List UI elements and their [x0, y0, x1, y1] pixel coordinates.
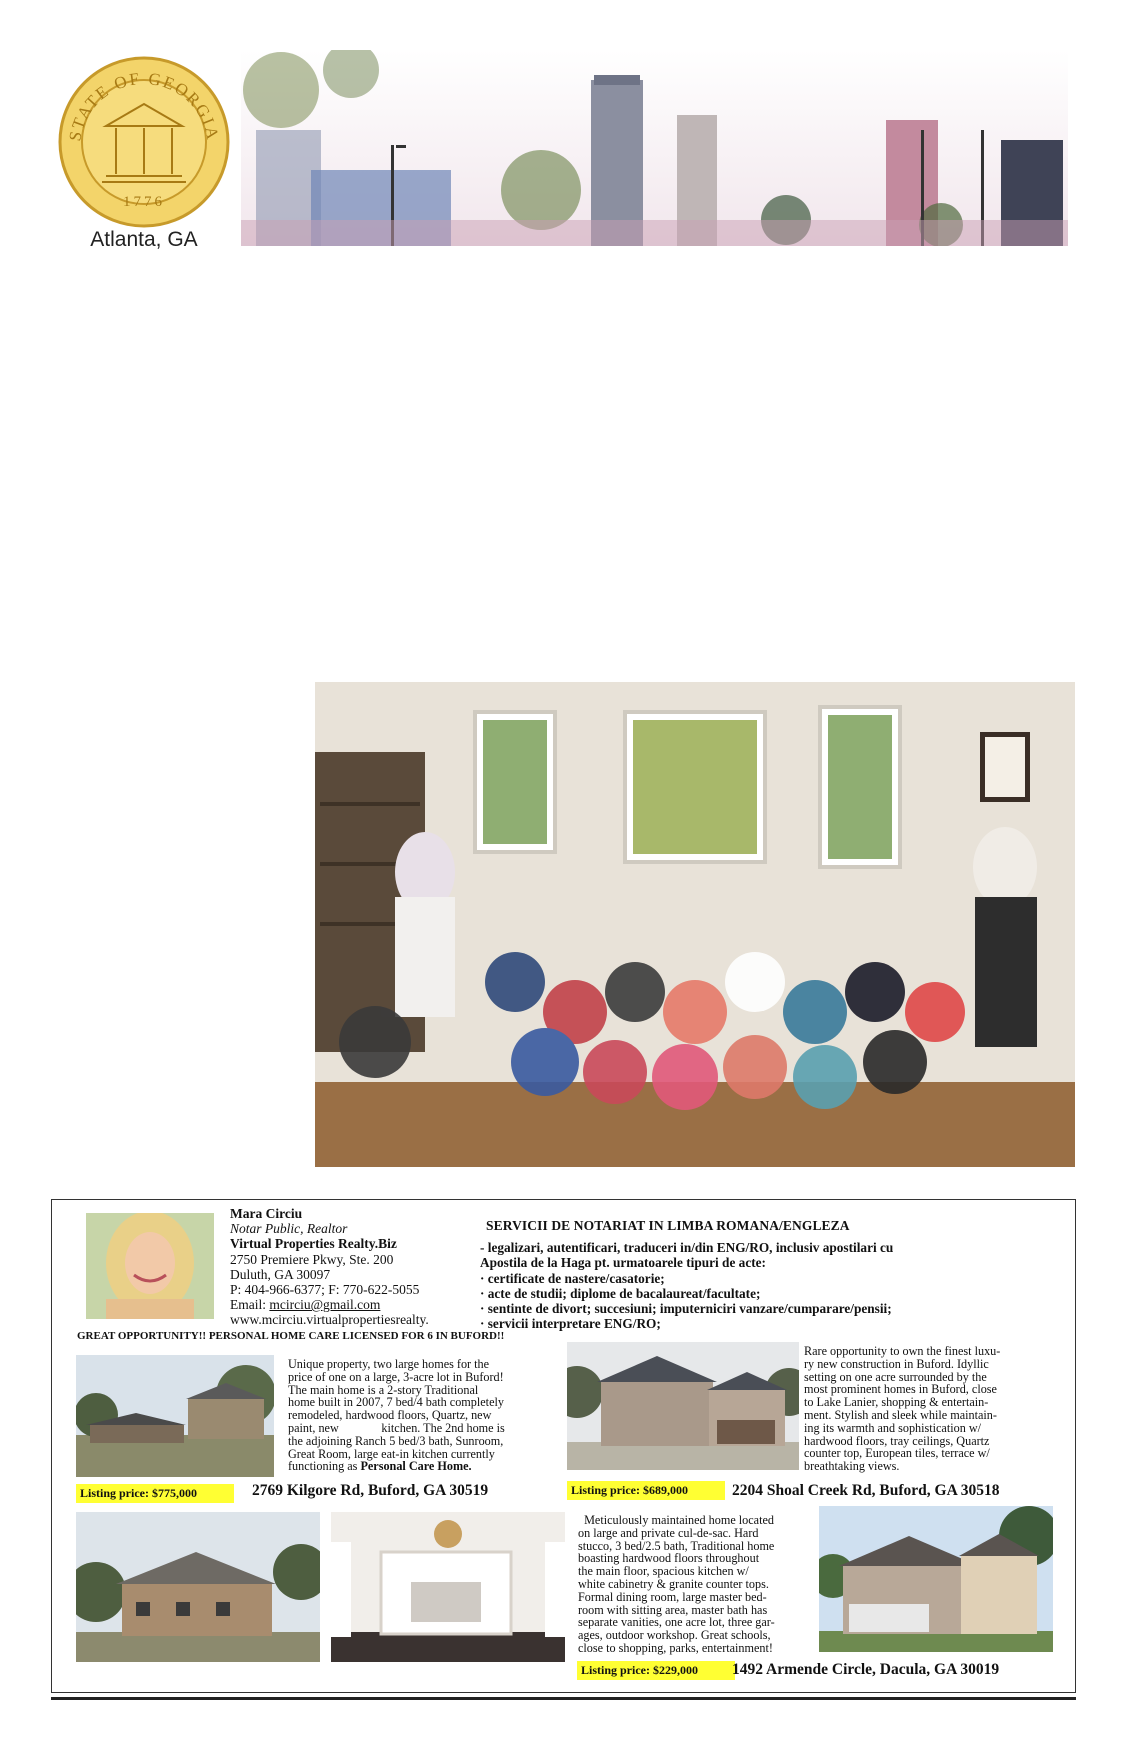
realtor-company: Virtual Properties Realty.Biz [230, 1236, 397, 1252]
services-intro-1: - legalizari, autentificari, traduceri in/din ENG/RO, inclusiv apostilari cu [480, 1240, 894, 1255]
listing-1-description [288, 1358, 505, 1473]
description-line [288, 1460, 505, 1473]
description-line: remodeled, hardwood floors, Quartz, new [288, 1408, 492, 1423]
description-line: boasting hardwood floors throughout [578, 1551, 760, 1566]
listing-3-interior-photo [331, 1512, 565, 1662]
description-line: breathtaking views. [804, 1459, 900, 1474]
realtor-city: Duluth, GA 30097 [230, 1266, 331, 1282]
realtor-contact-block [230, 1206, 429, 1328]
description-line: separate vanities, one acre lot, three gar- [578, 1615, 775, 1630]
description-line: Great Room, large eat-in kitchen currently [288, 1446, 495, 1461]
realtor-phone: P: 404-966-6377; F: 770-622-5055 [230, 1282, 420, 1298]
opportunity-headline: GREAT OPPORTUNITY!! PERSONAL HOME CARE LICENSED FOR 6 IN BUFORD!! [77, 1330, 505, 1342]
realtor-title: Notar Public, Realtor [230, 1221, 348, 1237]
email-link[interactable]: mcirciu@gmail.com [269, 1297, 381, 1313]
description-line: ry new construction in Buford. Idyllic [804, 1356, 989, 1371]
listing-3-exterior-photo [76, 1512, 320, 1662]
realtor-email-line [230, 1297, 429, 1312]
description-line: ages, outdoor workshop. Great schools, [578, 1628, 771, 1643]
description-line: The main home is a 2-story Traditional [288, 1382, 479, 1397]
description-line: the main floor, spacious kitchen w/ [578, 1564, 749, 1579]
services-item: · sentinte de divort; succesiuni; imputerniciri vanzare/cumparare/pensii; [480, 1301, 892, 1317]
services-item: · certificate de nastere/casatorie; [480, 1270, 665, 1286]
description-bold-tail: Personal Care Home. [360, 1459, 472, 1474]
state-of-georgia-seal [58, 56, 230, 228]
description-line: Meticulously maintained home located [578, 1513, 774, 1527]
services-item: · servicii interpretare ENG/RO; [480, 1316, 661, 1332]
services-item: · acte de studii; diplome de bacalaureat/facultate; [480, 1285, 761, 1301]
seal-caption: Atlanta, GA [90, 228, 198, 251]
realtor-portrait [86, 1213, 214, 1319]
svg-text:STATE OF GEORGIA: STATE OF GEORGIA [65, 68, 223, 143]
listing-2-address: 2204 Shoal Creek Rd, Buford, GA 30518 [732, 1482, 1000, 1499]
description-line: counter top, European tiles, terrace w/ [804, 1446, 990, 1461]
listing-3-price: Listing price: $229,000 [577, 1661, 735, 1680]
email-label: Email: [230, 1297, 270, 1313]
listing-2-price: Listing price: $689,000 [567, 1481, 725, 1500]
listing-1-address: 2769 Kilgore Rd, Buford, GA 30519 [252, 1482, 489, 1499]
description-line: white cabinetry & granite counter tops. [578, 1576, 769, 1591]
realtor-name: Mara Circiu [230, 1206, 303, 1221]
description-line: ing its warmth and sophistication w/ [804, 1420, 982, 1435]
services-intro-2: Apostila de la Haga pt. urmatoarele tipuri de acte: [480, 1255, 766, 1271]
listing-2-description [804, 1345, 1000, 1473]
description-line: close to shopping, parks, entertainment! [578, 1640, 773, 1655]
listing-1-price: Listing price: $775,000 [76, 1484, 234, 1503]
listing-3-stucco-photo [819, 1506, 1053, 1652]
description-line: paint, new kitchen. The 2nd home is [288, 1420, 505, 1435]
listing-2-photo [567, 1342, 799, 1470]
page-bottom-rule [51, 1697, 1076, 1700]
description-line: the adjoining Ranch 5 bed/3 bath, Sunroom, [288, 1433, 504, 1448]
description-line: Rare opportunity to own the finest luxu- [804, 1344, 1001, 1358]
description-line: room with sitting area, master bath has [578, 1602, 768, 1617]
realtor-website[interactable]: www.mcirciu.virtualpropertiesrealty. [230, 1312, 429, 1328]
description-text: functioning as [288, 1459, 361, 1474]
description-line: to Lake Lanier, shopping & entertain- [804, 1395, 989, 1410]
description-line: price of one on a large, 3-acre lot in Buford! [288, 1369, 504, 1384]
description-line: on large and private cul-de-sac. Hard [578, 1525, 759, 1540]
description-line: stucco, 3 bed/2.5 bath, Traditional home [578, 1538, 775, 1553]
description-line: most prominent homes in Buford, close [804, 1382, 997, 1397]
description-line: Formal dining room, large master bed- [578, 1589, 767, 1604]
realtor-street: 2750 Premiere Pkwy, Ste. 200 [230, 1251, 394, 1267]
listing-3-description [578, 1514, 775, 1655]
description-line: hardwood floors, tray ceilings, Quartz [804, 1433, 990, 1448]
description-line: setting on one acre surrounded by the [804, 1369, 987, 1384]
description-line: Unique property, two large homes for the [288, 1357, 490, 1371]
atlanta-skyline-banner [241, 50, 1068, 246]
description-line: ment. Stylish and sleek while maintain- [804, 1407, 997, 1422]
services-list [480, 1240, 893, 1332]
services-title: SERVICII DE NOTARIAT IN LIMBA ROMANA/ENGLEZA [486, 1218, 850, 1233]
listing-1-photo [76, 1355, 274, 1477]
classroom-photo [315, 682, 1075, 1167]
svg-text:1776: 1776 [123, 194, 165, 210]
listing-3-address: 1492 Armende Circle, Dacula, GA 30019 [732, 1661, 1000, 1678]
description-line: home built in 2007, 7 bed/4 bath completely [288, 1395, 504, 1410]
